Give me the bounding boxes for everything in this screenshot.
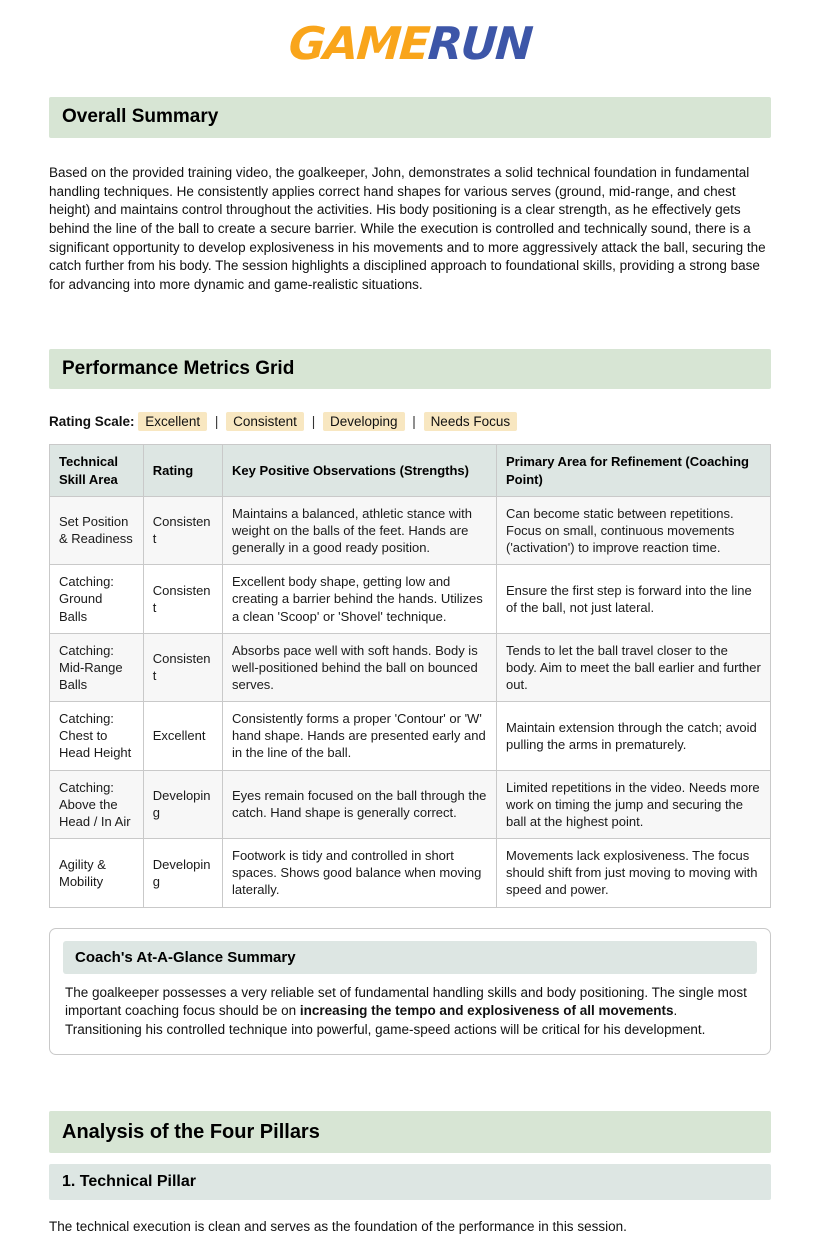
performance-metrics-title: Performance Metrics Grid — [62, 357, 295, 379]
rating-separator: | — [311, 414, 316, 430]
column-header-rating: Rating — [143, 445, 222, 496]
cell-strengths: Maintains a balanced, athletic stance with weight on the balls of the feet. Hands are generally in a good ready position. — [223, 496, 497, 564]
technical-pillar-body: The technical execution is clean and serves as the foundation of the performance in this session. — [49, 1218, 627, 1234]
logo-run-text: RUN — [426, 17, 533, 70]
rating-badge-excellent: Excellent — [138, 412, 207, 431]
four-pillars-header — [49, 1111, 771, 1153]
column-header-strengths: Key Positive Observations (Strengths) — [223, 445, 497, 496]
cell-strengths: Absorbs pace well with soft hands. Body is well-positioned behind the ball on bounced serves. — [223, 633, 497, 701]
overall-summary-body: Based on the provided training video, the goalkeeper, John, demonstrates a solid technical foundation in fundamental handling techniques. He consistently applies correct hand shapes for various serves (ground, mid-range, and chest height) and maintains control throughout the activities. His body positioning is a clear strength, as he effectively gets behind the line of the ball to create a secure barrier. While the execution is controlled and technically sound, there is a significant opportunity to develop explosiveness in his movements and to more aggressively attack the ball, securing the catch further from his body. The session highlights a disciplined approach to foundational skills, providing a strong base for advancing into more dynamic and game-realistic situations. — [49, 165, 766, 292]
four-pillars-title: Analysis of the Four Pillars — [62, 1121, 320, 1144]
gamerun-logo — [47, 17, 772, 70]
cell-rating: Developing — [143, 839, 222, 907]
cell-refinement: Movements lack explosiveness. The focus should shift from just moving to moving with speed and power. — [497, 839, 771, 907]
cell-rating: Developing — [143, 770, 222, 838]
cell-skill: Catching: Ground Balls — [50, 565, 144, 633]
table-row — [50, 633, 771, 701]
table-row — [50, 770, 771, 838]
overall-summary-header — [49, 97, 771, 138]
rating-badge-consistent: Consistent — [226, 412, 304, 431]
cell-rating: Excellent — [143, 702, 222, 770]
cell-rating: Consistent — [143, 496, 222, 564]
rating-separator: | — [214, 414, 219, 430]
rating-scale-label: Rating Scale: — [49, 414, 135, 430]
coach-summary-text-post: . Transitioning his controlled technique into powerful, game-speed actions will be critical for his development. — [65, 1003, 706, 1038]
cell-skill: Agility & Mobility — [50, 839, 144, 907]
cell-rating: Consistent — [143, 565, 222, 633]
table-row — [50, 839, 771, 907]
column-header-skill-area: Technical Skill Area — [50, 445, 144, 496]
cell-refinement: Maintain extension through the catch; avoid pulling the arms in prematurely. — [497, 702, 771, 770]
cell-strengths: Footwork is tidy and controlled in short spaces. Shows good balance when moving laterally. — [223, 839, 497, 907]
table-row — [50, 565, 771, 633]
table-row — [50, 702, 771, 770]
rating-badge-needs-focus: Needs Focus — [424, 412, 518, 431]
table-row — [50, 496, 771, 564]
rating-separator: | — [412, 414, 416, 430]
rating-scale-line — [49, 412, 771, 431]
cell-skill: Catching: Mid-Range Balls — [50, 633, 144, 701]
cell-refinement: Tends to let the ball travel closer to the body. Aim to meet the ball earlier and further out. — [497, 633, 771, 701]
logo-game-text: GAME — [287, 17, 431, 70]
cell-skill: Set Position & Readiness — [50, 496, 144, 564]
cell-refinement: Ensure the first step is forward into the line of the ball, not just lateral. — [497, 565, 771, 633]
rating-badge-developing: Developing — [323, 412, 405, 431]
table-header-row — [50, 445, 771, 496]
coach-summary-box — [49, 928, 771, 1056]
cell-skill: Catching: Chest to Head Height — [50, 702, 144, 770]
cell-skill: Catching: Above the Head / In Air — [50, 770, 144, 838]
cell-strengths: Consistently forms a proper 'Contour' or 'W' hand shape. Hands are presented early and in the line of the ball. — [223, 702, 497, 770]
column-header-refinement: Primary Area for Refinement (Coaching Point) — [497, 445, 771, 496]
cell-rating: Consistent — [143, 633, 222, 701]
cell-refinement: Can become static between repetitions. Focus on small, continuous movements ('activation') to improve reaction time. — [497, 496, 771, 564]
cell-strengths: Eyes remain focused on the ball through the catch. Hand shape is generally correct. — [223, 770, 497, 838]
cell-strengths: Excellent body shape, getting low and creating a barrier behind the hands. Utilizes a clean 'Scoop' or 'Shovel' technique. — [223, 565, 497, 633]
overall-summary-title: Overall Summary — [62, 106, 219, 128]
technical-pillar-title: 1. Technical Pillar — [62, 1173, 196, 1191]
cell-refinement: Limited repetitions in the video. Needs more work on timing the jump and securing the ball at the highest point. — [497, 770, 771, 838]
coach-summary-text-bold: increasing the tempo and explosiveness of all movements — [299, 1003, 674, 1019]
coach-summary-text-pre: The goalkeeper possesses a very reliable set of fundamental handling skills and body positioning. The single most important coaching focus should be on — [65, 984, 747, 1019]
coach-summary-title: Coach's At-A-Glance Summary — [63, 941, 757, 974]
technical-pillar-subheader — [49, 1164, 771, 1200]
performance-metrics-table — [49, 444, 771, 907]
coach-summary-body — [63, 984, 757, 1041]
performance-metrics-header — [49, 349, 771, 390]
